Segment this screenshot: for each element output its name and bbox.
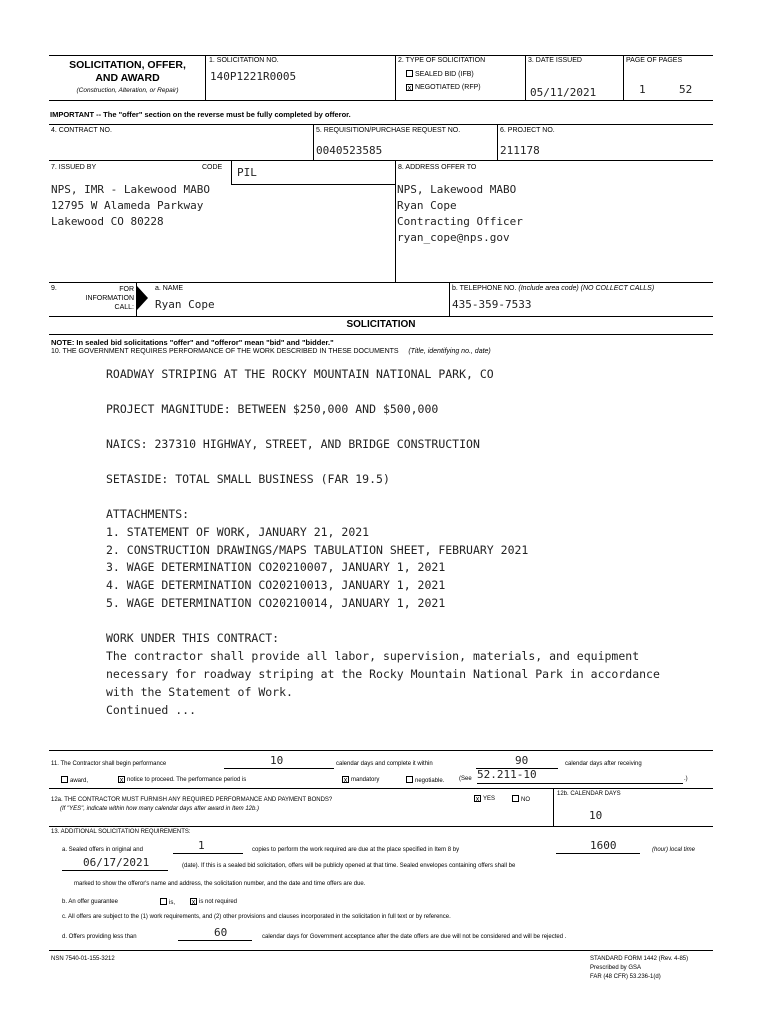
bond-yes-label: YES bbox=[483, 796, 496, 802]
description-line: 1. STATEMENT OF WORK, JANUARY 21, 2021 bbox=[106, 525, 370, 539]
total-pages[interactable]: 52 bbox=[679, 83, 693, 96]
notice-label: notice to proceed. The performance period is bbox=[127, 777, 247, 783]
item13a-text4: (date). If this is a sealed bid solicitation, offers will be publicly opened at that time. Sealed envelopes containing offers shall be bbox=[182, 863, 516, 869]
standard-form-line1: STANDARD FORM 1442 (Rev. 4-85) bbox=[590, 956, 689, 962]
contract-no-label: 4. CONTRACT NO. bbox=[51, 127, 112, 134]
issuer-code[interactable]: PIL bbox=[237, 166, 257, 179]
negotiated-option[interactable] bbox=[406, 84, 481, 92]
sealed-bid-label: SEALED BID (IFB) bbox=[415, 71, 474, 78]
info-number: 9. bbox=[51, 285, 57, 292]
item13c-text: c. All offers are subject to the (1) work requirements, and (2) other provisions and clauses incorporated in the solicitation in full text or by reference. bbox=[62, 914, 451, 920]
issued-by-line2: 12795 W Alameda Parkway bbox=[51, 199, 204, 212]
mandatory-option[interactable] bbox=[342, 776, 379, 784]
address-offer-line1: NPS, Lakewood MABO bbox=[397, 183, 517, 196]
telephone-label-note: (Include area code) (NO COLLECT CALLS) bbox=[518, 285, 655, 292]
description-line: ROADWAY STRIPING AT THE ROCKY MOUNTAIN NATIONAL PARK, CO bbox=[106, 367, 494, 381]
form-title-line1: SOLICITATION, OFFER, bbox=[69, 59, 186, 71]
due-date[interactable]: 06/17/2021 bbox=[83, 856, 150, 869]
description-line: PROJECT MAGNITUDE: BETWEEN $250,000 AND $500,000 bbox=[106, 402, 439, 416]
item13a-text5: marked to show the offeror's name and address, the solicitation number, and the date and time offers are due. bbox=[74, 881, 366, 887]
item12a-text: 12a. THE CONTRACTOR MUST FURNISH ANY REQUIRED PERFORMANCE AND PAYMENT BONDS? bbox=[51, 797, 333, 803]
item10-label-text: 10. THE GOVERNMENT REQUIRES PERFORMANCE OF THE WORK DESCRIBED IN THESE DOCUMENTS bbox=[51, 348, 399, 355]
contact-name-label: a. NAME bbox=[155, 285, 184, 292]
item10-label-note: (Title, identifying no., date) bbox=[408, 348, 491, 355]
negotiable-checkbox[interactable] bbox=[406, 776, 413, 783]
item13a-text1: a. Sealed offers in original and bbox=[62, 847, 143, 853]
item11-text-c: calendar days after receiving bbox=[565, 761, 642, 767]
award-label: award, bbox=[70, 778, 89, 784]
standard-form-line2: Prescribed by GSA bbox=[590, 965, 642, 971]
description-line: with the Statement of Work. bbox=[106, 685, 293, 699]
negotiable-option[interactable] bbox=[406, 776, 444, 785]
requisition-label: 5. REQUISITION/PURCHASE REQUEST NO. bbox=[316, 127, 461, 134]
negotiated-checkbox[interactable]: x bbox=[407, 85, 412, 92]
description-line: 2. CONSTRUCTION DRAWINGS/MAPS TABULATION SHEET, FEBRUARY 2021 bbox=[106, 543, 529, 557]
bond-no-option[interactable] bbox=[512, 795, 530, 804]
sealed-bid-checkbox[interactable] bbox=[406, 70, 413, 77]
bond-no-label: NO bbox=[521, 797, 530, 803]
info-for-label bbox=[64, 285, 134, 312]
award-option[interactable] bbox=[61, 776, 88, 785]
description-line: SETASIDE: TOTAL SMALL BUSINESS (FAR 19.5) bbox=[106, 472, 390, 486]
guarantee-is-checkbox[interactable] bbox=[160, 898, 167, 905]
telephone-number[interactable]: 435-359-7533 bbox=[452, 298, 532, 311]
item13b-text: b. An offer guarantee bbox=[62, 899, 118, 905]
info-for-line2: INFORMATION bbox=[85, 295, 134, 302]
important-note: IMPORTANT -- The "offer" section on the reverse must be fully completed by offeror. bbox=[50, 110, 351, 119]
info-for-line1: FOR bbox=[119, 286, 134, 293]
calendar-days[interactable]: 10 bbox=[589, 809, 603, 822]
sealed-bid-option[interactable] bbox=[406, 70, 474, 79]
type-of-solicitation-label: 2. TYPE OF SOLICITATION bbox=[398, 57, 486, 64]
description-line: WORK UNDER THIS CONTRACT: bbox=[106, 631, 280, 645]
guarantee-is-label: is, bbox=[169, 900, 175, 906]
award-checkbox[interactable] bbox=[61, 776, 68, 783]
page-of-pages-label: PAGE OF PAGES bbox=[626, 57, 683, 64]
item13a-text3: (hour) local time bbox=[652, 847, 696, 853]
item12a-sub: (If "YES", indicate within how many calendar days after award in Item 12b.) bbox=[60, 806, 260, 812]
description-line: Continued ... bbox=[106, 703, 197, 717]
guarantee-isnot-label: is not required bbox=[199, 899, 238, 905]
item11-text-b: calendar days and complete it within bbox=[336, 761, 433, 767]
solicitation-no-label: 1. SOLICITATION NO. bbox=[209, 57, 279, 64]
telephone-label-text: b. TELEPHONE NO. bbox=[452, 285, 517, 292]
code-label: CODE bbox=[202, 164, 223, 171]
item13d-text2: calendar days for Government acceptance after the date offers are due will not be considered and will be rejected . bbox=[262, 934, 567, 940]
issued-by-line1: NPS, IMR - Lakewood MABO bbox=[51, 183, 210, 196]
form-title bbox=[50, 59, 205, 85]
bond-yes-option[interactable] bbox=[474, 795, 495, 803]
calendar-days-label: 12b. CALENDAR DAYS bbox=[557, 791, 621, 797]
info-for-line3: CALL: bbox=[114, 304, 134, 311]
item11-text-a: 11. The Contractor shall begin performance bbox=[51, 761, 167, 767]
date-issued[interactable]: 05/11/2021 bbox=[530, 86, 597, 99]
project-no[interactable]: 211178 bbox=[500, 144, 540, 157]
description-line: 4. WAGE DETERMINATION CO20210013, JANUARY 1, 2021 bbox=[106, 578, 446, 592]
complete-days[interactable]: 90 bbox=[515, 754, 529, 767]
acceptance-days[interactable]: 60 bbox=[214, 926, 228, 939]
project-no-label: 6. PROJECT NO. bbox=[500, 127, 555, 134]
copies-underline bbox=[173, 841, 243, 854]
form-title-line2: AND AWARD bbox=[95, 72, 160, 84]
guarantee-is-option[interactable] bbox=[160, 898, 175, 907]
bond-yes-checkbox[interactable]: x bbox=[475, 796, 480, 803]
standard-form-line3: FAR (48 CFR) 53.236-1(d) bbox=[590, 974, 661, 980]
item13d-text1: d. Offers providing less than bbox=[62, 934, 137, 940]
mandatory-checkbox[interactable]: x bbox=[343, 777, 348, 784]
item13a-text2: copies to perform the work required are due at the place specified in Item 8 by bbox=[252, 847, 460, 853]
address-offer-line2: Ryan Cope bbox=[397, 199, 457, 212]
description-line: NAICS: 237310 HIGHWAY, STREET, AND BRIDGE CONSTRUCTION bbox=[106, 437, 480, 451]
see-close: .) bbox=[684, 776, 688, 782]
due-time[interactable]: 1600 bbox=[590, 839, 617, 852]
description-line: 5. WAGE DETERMINATION CO20210014, JANUARY 1, 2021 bbox=[106, 596, 446, 610]
contact-name[interactable]: Ryan Cope bbox=[155, 298, 215, 311]
address-offer-line4: ryan_cope@nps.gov bbox=[397, 231, 510, 244]
guarantee-isnot-checkbox[interactable]: x bbox=[191, 899, 196, 906]
solicitation-heading: SOLICITATION bbox=[346, 319, 416, 330]
negotiated-label: NEGOTIATED (RFP) bbox=[415, 84, 481, 91]
guarantee-isnot-option[interactable] bbox=[190, 898, 237, 906]
bond-no-checkbox[interactable] bbox=[512, 795, 519, 802]
date-issued-label: 3. DATE ISSUED bbox=[528, 57, 582, 64]
see-label: (See bbox=[459, 776, 472, 782]
notice-option[interactable] bbox=[118, 776, 246, 784]
requisition-no[interactable]: 0040523585 bbox=[316, 144, 383, 157]
issued-by-line3: Lakewood CO 80228 bbox=[51, 215, 164, 228]
description-line: necessary for roadway striping at the Rocky Mountain National Park in accordance bbox=[106, 667, 660, 681]
address-offer-label: 8. ADDRESS OFFER TO bbox=[398, 164, 477, 171]
notice-checkbox[interactable]: x bbox=[119, 777, 124, 784]
page-number[interactable]: 1 bbox=[639, 83, 646, 96]
description-line: 3. WAGE DETERMINATION CO20210007, JANUARY 1, 2021 bbox=[106, 560, 446, 574]
begin-days[interactable]: 10 bbox=[270, 754, 284, 767]
nsn-number: NSN 7540-01-155-3212 bbox=[51, 956, 115, 962]
solicitation-no[interactable]: 140P1221R0005 bbox=[210, 70, 297, 83]
form-subtitle: (Construction, Alteration, or Repair) bbox=[76, 87, 179, 94]
pointer-arrow-icon bbox=[137, 286, 149, 310]
issued-by-label: 7. ISSUED BY bbox=[51, 164, 97, 171]
telephone-label bbox=[452, 285, 654, 293]
negotiable-label: negotiable. bbox=[415, 778, 445, 784]
mandatory-label: mandatory bbox=[351, 777, 380, 783]
see-reference[interactable]: 52.211-10 bbox=[477, 768, 537, 781]
item10-label bbox=[51, 348, 491, 356]
description-line: The contractor shall provide all labor, supervision, materials, and equipment bbox=[106, 649, 640, 663]
copies-count[interactable]: 1 bbox=[198, 839, 205, 852]
description-line: ATTACHMENTS: bbox=[106, 507, 190, 521]
sealed-bid-note: NOTE: In sealed bid solicitations "offer" and "offeror" mean "bid" and "bidder." bbox=[51, 338, 334, 347]
address-offer-line3: Contracting Officer bbox=[397, 215, 523, 228]
item13-title: 13. ADDITIONAL SOLICITATION REQUIREMENTS: bbox=[51, 829, 191, 835]
